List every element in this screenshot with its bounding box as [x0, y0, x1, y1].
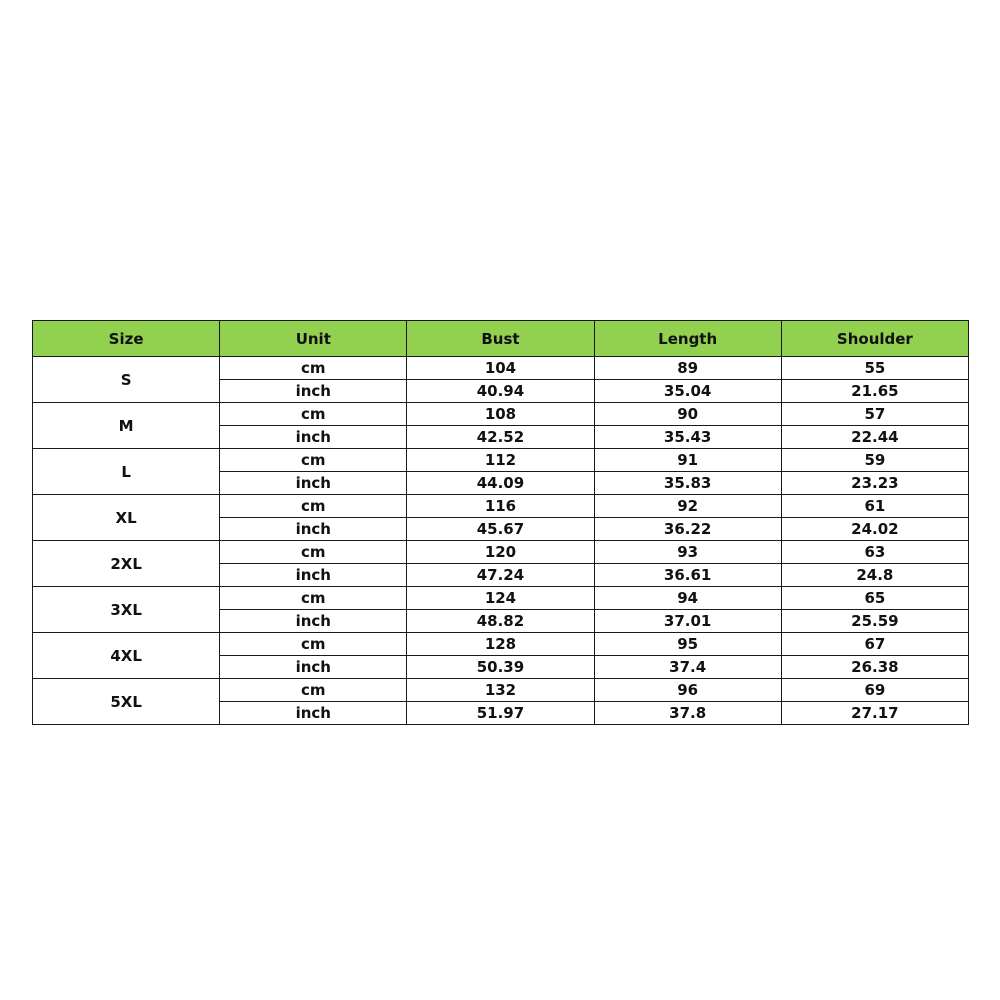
- unit-cell: inch: [220, 518, 407, 541]
- length-cell: 37.01: [594, 610, 781, 633]
- size-label: 5XL: [33, 679, 220, 725]
- table-row: [33, 449, 969, 472]
- length-cell: 93: [594, 541, 781, 564]
- header-shoulder: Shoulder: [781, 321, 968, 357]
- length-cell: 90: [594, 403, 781, 426]
- header-row: [33, 321, 969, 357]
- bust-cell: 40.94: [407, 380, 594, 403]
- table-row: [33, 633, 969, 656]
- shoulder-cell: 57: [781, 403, 968, 426]
- length-cell: 36.61: [594, 564, 781, 587]
- bust-cell: 50.39: [407, 656, 594, 679]
- shoulder-cell: 21.65: [781, 380, 968, 403]
- size-label: 2XL: [33, 541, 220, 587]
- unit-cell: inch: [220, 564, 407, 587]
- shoulder-cell: 22.44: [781, 426, 968, 449]
- bust-cell: 51.97: [407, 702, 594, 725]
- length-cell: 36.22: [594, 518, 781, 541]
- shoulder-cell: 25.59: [781, 610, 968, 633]
- header-size: Size: [33, 321, 220, 357]
- size-chart-body: [33, 357, 969, 725]
- size-label: 4XL: [33, 633, 220, 679]
- bust-cell: 124: [407, 587, 594, 610]
- table-row: [33, 403, 969, 426]
- bust-cell: 112: [407, 449, 594, 472]
- shoulder-cell: 65: [781, 587, 968, 610]
- length-cell: 95: [594, 633, 781, 656]
- shoulder-cell: 26.38: [781, 656, 968, 679]
- bust-cell: 42.52: [407, 426, 594, 449]
- bust-cell: 128: [407, 633, 594, 656]
- shoulder-cell: 24.02: [781, 518, 968, 541]
- length-cell: 91: [594, 449, 781, 472]
- header-unit: Unit: [220, 321, 407, 357]
- bust-cell: 104: [407, 357, 594, 380]
- length-cell: 37.4: [594, 656, 781, 679]
- unit-cell: cm: [220, 541, 407, 564]
- unit-cell: inch: [220, 702, 407, 725]
- shoulder-cell: 61: [781, 495, 968, 518]
- shoulder-cell: 23.23: [781, 472, 968, 495]
- bust-cell: 45.67: [407, 518, 594, 541]
- size-label: S: [33, 357, 220, 403]
- bust-cell: 47.24: [407, 564, 594, 587]
- unit-cell: cm: [220, 495, 407, 518]
- size-chart-header: [33, 321, 969, 357]
- bust-cell: 48.82: [407, 610, 594, 633]
- header-length: Length: [594, 321, 781, 357]
- shoulder-cell: 63: [781, 541, 968, 564]
- length-cell: 37.8: [594, 702, 781, 725]
- length-cell: 35.04: [594, 380, 781, 403]
- unit-cell: inch: [220, 656, 407, 679]
- table-row: [33, 495, 969, 518]
- bust-cell: 132: [407, 679, 594, 702]
- bust-cell: 120: [407, 541, 594, 564]
- bust-cell: 44.09: [407, 472, 594, 495]
- length-cell: 89: [594, 357, 781, 380]
- size-label: M: [33, 403, 220, 449]
- size-label: 3XL: [33, 587, 220, 633]
- unit-cell: inch: [220, 472, 407, 495]
- table-row: [33, 587, 969, 610]
- length-cell: 35.83: [594, 472, 781, 495]
- bust-cell: 108: [407, 403, 594, 426]
- table-row: [33, 357, 969, 380]
- shoulder-cell: 69: [781, 679, 968, 702]
- unit-cell: cm: [220, 357, 407, 380]
- size-label: XL: [33, 495, 220, 541]
- unit-cell: inch: [220, 426, 407, 449]
- length-cell: 96: [594, 679, 781, 702]
- shoulder-cell: 24.8: [781, 564, 968, 587]
- length-cell: 94: [594, 587, 781, 610]
- unit-cell: inch: [220, 380, 407, 403]
- header-bust: Bust: [407, 321, 594, 357]
- length-cell: 35.43: [594, 426, 781, 449]
- size-chart-table: [32, 320, 969, 725]
- unit-cell: cm: [220, 633, 407, 656]
- shoulder-cell: 27.17: [781, 702, 968, 725]
- unit-cell: cm: [220, 587, 407, 610]
- table-row: [33, 679, 969, 702]
- table-row: [33, 541, 969, 564]
- unit-cell: cm: [220, 679, 407, 702]
- bust-cell: 116: [407, 495, 594, 518]
- unit-cell: inch: [220, 610, 407, 633]
- unit-cell: cm: [220, 403, 407, 426]
- shoulder-cell: 67: [781, 633, 968, 656]
- length-cell: 92: [594, 495, 781, 518]
- shoulder-cell: 59: [781, 449, 968, 472]
- unit-cell: cm: [220, 449, 407, 472]
- size-label: L: [33, 449, 220, 495]
- shoulder-cell: 55: [781, 357, 968, 380]
